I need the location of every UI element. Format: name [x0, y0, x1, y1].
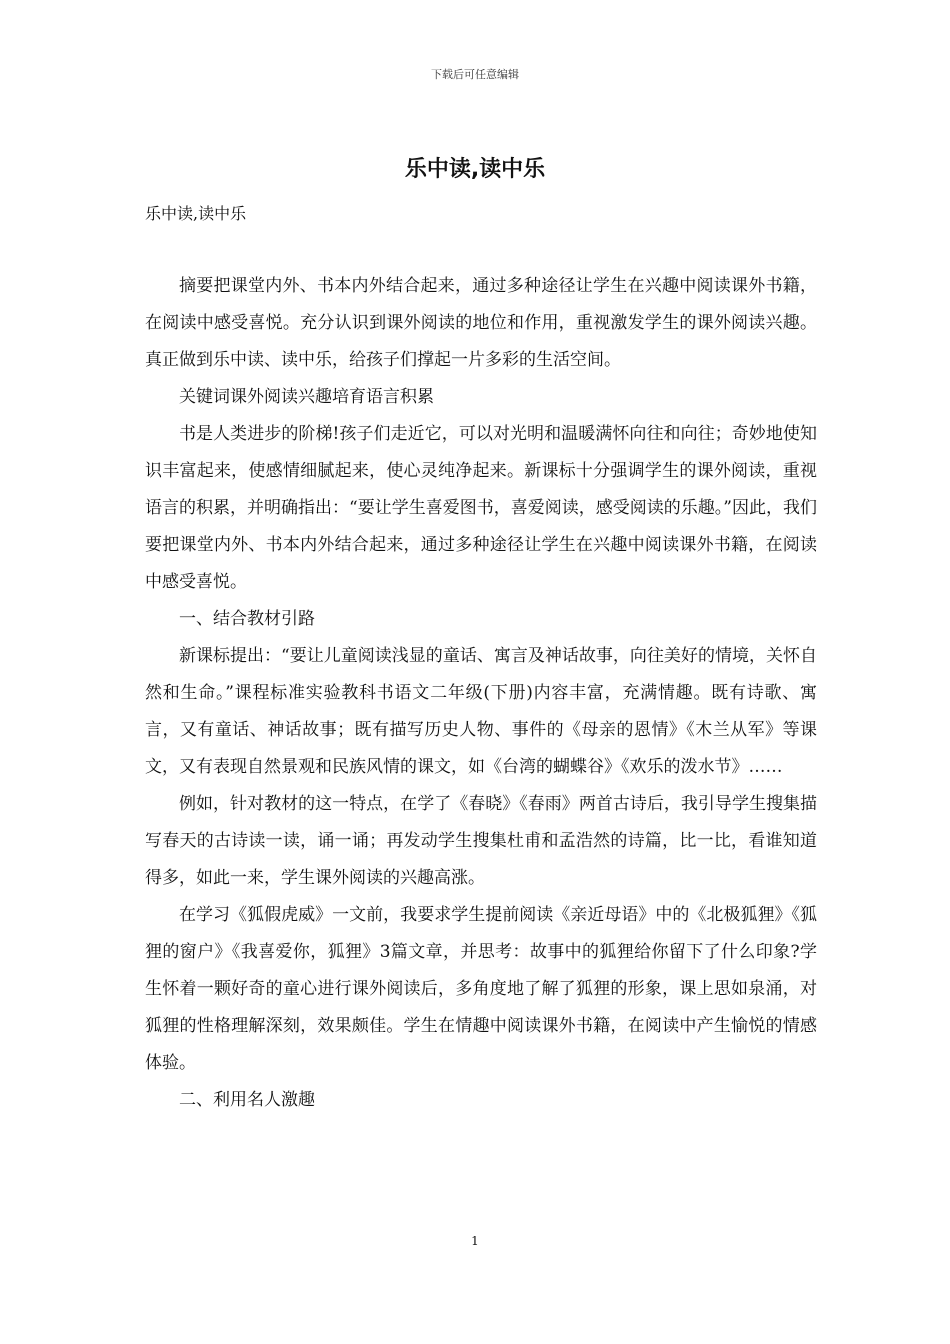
keywords-paragraph: 关键词课外阅读兴趣培育语言积累: [179, 387, 434, 407]
body-paragraph: 例如，针对教材的这一特点，在学了《春晓》《春雨》两首古诗后，我引导学生搜集描写春天的古诗读一读，诵一诵；再发动学生搜集杜甫和孟浩然的诗篇，比一比，看谁知道得多，如此一来，学生课外阅读的兴趣高涨。: [145, 794, 817, 888]
header-note: 下载后可任意编辑: [431, 68, 519, 81]
abstract-paragraph: 摘要把课堂内外、书本内外结合起来，通过多种途径让学生在兴趣中阅读课外书籍，在阅读中感受喜悦。充分认识到课外阅读的地位和作用，重视激发学生的课外阅读兴趣。真正做到乐中读、读中乐，给孩子们撑起一片多彩的生活空间。: [145, 276, 817, 370]
section-heading-2: 二、利用名人激趣: [179, 1090, 315, 1110]
document-body: [145, 268, 817, 1119]
body-paragraph: 新课标提出：“要让儿童阅读浅显的童话、寓言及神话故事，向往美好的情境，关怀自然和生命。”课程标准实验教科书语文二年级(下册)内容丰富，充满情趣。既有诗歌、寓言，又有童话、神话故事；既有描写历史人物、事件的《母亲的恩情》《木兰从军》等课文，又有表现自然景观和民族风情的课文，如《台湾的蝴蝶谷》《欢乐的泼水节》……: [145, 646, 817, 777]
intro-paragraph: 书是人类进步的阶梯!孩子们走近它，可以对光明和温暖满怀向往和向往；奇妙地使知识丰富起来，使感情细腻起来，使心灵纯净起来。新课标十分强调学生的课外阅读，重视语言的积累，并明确指出：“要让学生喜爱图书，喜爱阅读，感受阅读的乐趣。”因此，我们要把课堂内外、书本内外结合起来，通过多种途径让学生在兴趣中阅读课外书籍，在阅读中感受喜悦。: [145, 424, 817, 592]
page-number: 1: [471, 1234, 479, 1248]
document-subtitle: 乐中读,读中乐: [145, 204, 247, 223]
section-heading-1: 一、结合教材引路: [179, 609, 315, 629]
document-title: 乐中读,读中乐: [404, 157, 546, 182]
body-paragraph: 在学习《狐假虎威》一文前，我要求学生提前阅读《亲近母语》中的《北极狐狸》《狐狸的窗户》《我喜爱你，狐狸》3篇文章，并思考：故事中的狐狸给你留下了什么印象?学生怀着一颗好奇的童心进行课外阅读后，多角度地了解了狐狸的形象，课上思如泉涌，对狐狸的性格理解深刻，效果颇佳。学生在情趣中阅读课外书籍，在阅读中产生愉悦的情感体验。: [145, 905, 817, 1073]
